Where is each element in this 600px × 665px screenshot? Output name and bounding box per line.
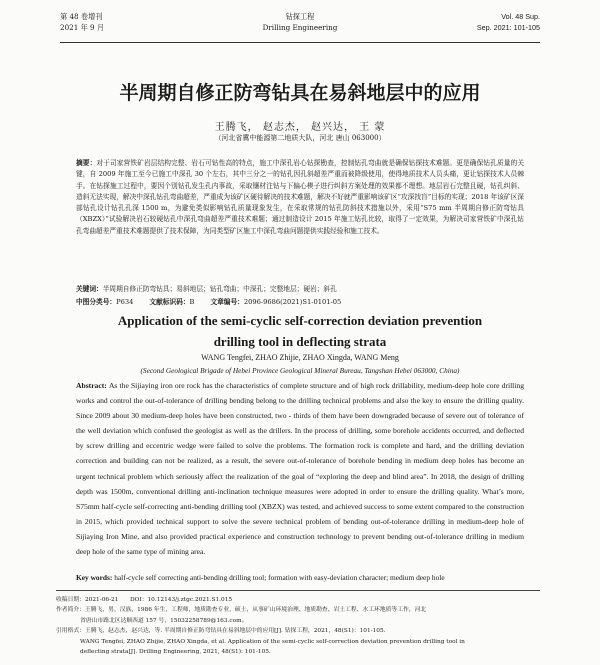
cn-authors: 王腾飞， 赵志杰， 赵兴达， 王 蒙 <box>214 122 386 133</box>
cn-abstract-label: 摘要： <box>76 159 97 167</box>
citation-en-line-1: WANG Tengfei, ZHAO Zhijie, ZHAO Xingda, et al. Application of the semi-cyclic self-correction deviation prevention drilling tool in <box>80 638 465 645</box>
article-no-value: 2096-9686(2021)S1-0101-05 <box>243 298 342 306</box>
cn-keywords-label: 关键词： <box>76 285 103 293</box>
cn-affiliation: （河北省冀中能源第二地质大队，河北 唐山 063000） <box>214 134 386 142</box>
journal-name-en: Drilling Engineering <box>262 23 338 32</box>
article-no-label: 文章编号： <box>210 298 244 306</box>
en-abstract-label: Abstract: <box>76 381 107 390</box>
header-journal <box>60 11 540 33</box>
header-vol-en: Vol. 48 Sup. <box>501 12 540 21</box>
citation-cn: 引用格式：王腾飞，赵志杰，赵兴达，等. 半周期自修正防弯钻具在易斜地层中的应用[J]. 钻探工程，2021，48(S1)：101-105. <box>56 628 386 635</box>
en-affiliation: (Second Geological Brigade of Hebei Province Geological Mineral Bureau, Tangshan Hebei 063000, China) <box>140 366 460 375</box>
en-keywords-text: half-cycle self correcting anti-bending drilling tool; formation with easy-deviation character; medium deep hole <box>114 573 445 582</box>
cn-title: 半周期自修正防弯钻具在易斜地层中的应用 <box>119 82 481 104</box>
doc-code-label: 文献标识码： <box>149 298 190 306</box>
author-bio-line-2: 省唐山市路北区达顺西道 157 号，15032258789@163.com。 <box>80 617 248 624</box>
en-title-line-1: Application of the semi-cyclic self-correction deviation prevention <box>117 313 483 328</box>
doc-code-value: B <box>189 298 195 306</box>
en-abstract <box>76 378 524 559</box>
citation-en-line-2: deflecting strata[J]. Drilling Engineering, 2021, 48(S1): 101-105. <box>80 649 271 656</box>
en-keywords <box>76 573 524 582</box>
received-date: 收稿日期：2021-06-21 DOI：10.12143/j.ztgc.2021.S1.015 <box>56 597 233 603</box>
header-issue-info <box>477 11 540 33</box>
cn-abstract <box>76 158 524 237</box>
clc-number <box>76 296 133 306</box>
article-number <box>210 296 341 306</box>
en-title <box>70 310 530 352</box>
header-volume: 第 48 卷增刊 <box>60 12 103 21</box>
journal-name-cn: 钻探工程 <box>285 12 315 21</box>
cn-keywords <box>76 283 524 293</box>
header-pages: Sep. 2021: 101-105 <box>476 23 540 32</box>
cn-meta-line <box>76 296 524 306</box>
en-abstract-text: As the Sijiaying iron ore rock has the characteristics of complete structure and of high rock drillability, medium-deep hole core drilling works and control the out-of-tolerance of drilling bending belong to the drilling technical problems and also the key to ensure the drilling quality. Since 2009 about 30 medium-deep holes have been constructed, two - thirds of them have been downgraded because of severe out of tolerance of the well deviation which confused the geologist as well as the drillers. In the process of drilling, some borehole accidents occurred, and deflected by screw drilling and eccentric wedge were failed to solve the problems. The formation rock is complete and hard, and the drilling deviation correction and building can not be realized, as a result, the severe out-of-tolerance of borehole bending in medium deep holes has become an urgent technical problem which seriously affect the realization of the goal of “exploring the deep and blind area”. In 2018, the design of drilling depth was 1500m, conventional drilling anti-inclination technique measures were adopted in order to ensure the drilling quality. What’s more, S75mm half-cycle self-correcting anti-bending drilling tool (XBZX) was tested, and achieved success to some extent compared to the construction in 2015, which provided technical support to solve the severe technical problem of bending out-of-tolerance drilling in medium-deep hole of Sijiaying Iron Mine, and also provided practical experience and construction technology to prevent bending out-of-tolerance drilling in medium deep hole of the same type of mining area. <box>76 381 525 557</box>
cn-keywords-text: 半周期自修正防弯钻具；易斜地层；钻孔弯曲；中深孔；完整地层；硬岩；斜孔 <box>102 285 337 293</box>
en-authors: WANG Tengfei, ZHAO Zhijie, ZHAO Xingda, WANG Meng <box>201 353 399 362</box>
footnotes <box>56 590 540 657</box>
clc-value: P634 <box>116 298 134 306</box>
header-date: 2021 年 9 月 <box>60 23 105 32</box>
en-title-line-2: drilling tool in deflecting strata <box>213 334 387 349</box>
cn-abstract-text: 对于司家营铁矿岩层结构完整、岩石可钻性高的特点，施工中深孔岩心钻探勘查，控制钻孔弯曲就是确保钻探技术难题。更是确保钻孔质量的关键，自 2009 年施工至今已施工中深孔 30 个左右，其中三分之一的钻孔因孔斜超差严重而被降级使用，使得地质技术人员头痛，更让钻探技术人员棘手。在钻探施工过程中，要因个别钻孔发生孔内事故，采取镶材注钻与下偏心楔子进行纠斜方案处理的效果都不理想。地层岩石完整且硬，钻孔纠斜、造斜无法实现，解决中深孔钻孔弯曲超差，严重成为该矿区硬待解决的技术难题，解决不好就严重影响该矿区“攻深找盲”目标的实现；2018 年该矿区深部钻孔设计钻孔孔深 1500 m，为避免类似影响钻孔质量现象发生，在采取常规的钻孔防斜技术措施以外，采用“S75 mm 半周期自修正防弯钻具（XBZX）”试验解决岩石较硬钻孔中深孔弯曲超差严重技术难题；通过制造设计 2015 年施工钻孔比较，取得了一定效果，为解决司家营铁矿中深孔钻孔弯曲超差严重技术难题提供了技术保障，为同类型矿区施工中深孔弯曲问题提供实践经验和施工技术。 <box>76 159 525 235</box>
en-keywords-label: Key words: <box>76 573 113 582</box>
clc-label: 中图分类号： <box>76 298 117 306</box>
author-bio-line-1: 作者简介：王腾飞，男，汉族，1986 年生，工程师，地质勘查专业，硕士，从事矿山环境治理、地质勘查、岩土工程、水工环地质等工作，河北 <box>56 607 427 614</box>
running-header <box>60 6 540 43</box>
document-code <box>149 296 194 306</box>
